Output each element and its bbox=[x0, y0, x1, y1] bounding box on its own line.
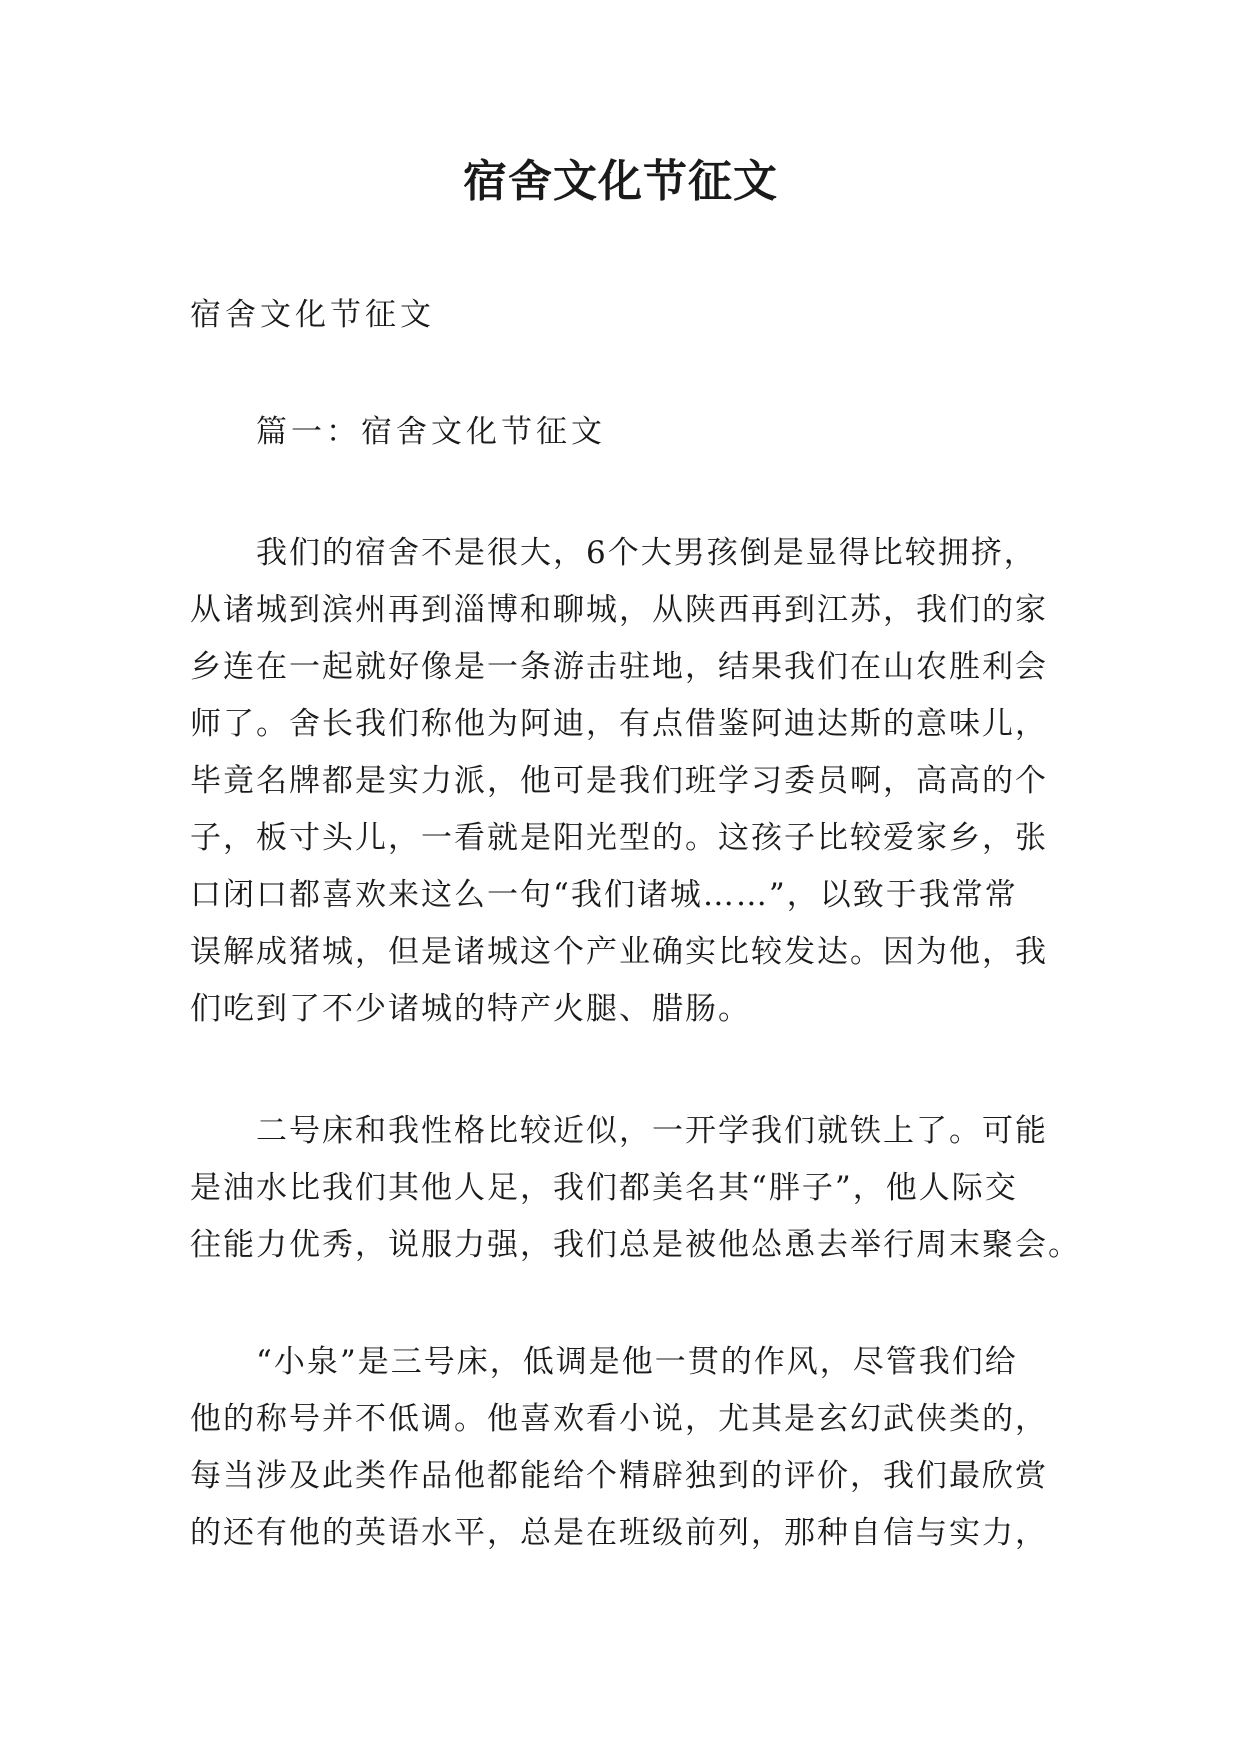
paragraph-line: 误解成猪城，但是诸城这个产业确实比较发达。因为他，我 bbox=[190, 934, 1048, 970]
paragraph-line: 从诸城到滨州再到淄博和聊城，从陕西再到江苏，我们的家 bbox=[190, 592, 1048, 628]
paragraph-line: 二号床和我性格比较近似，一开学我们就铁上了。可能 bbox=[256, 1113, 1048, 1149]
document-subtitle: 宿舍文化节征文 bbox=[190, 297, 435, 333]
paragraph-1 bbox=[190, 525, 1050, 1038]
paragraph-line: “小泉”是三号床，低调是他一贯的作风，尽管我们给 bbox=[256, 1344, 1018, 1380]
paragraph-2 bbox=[190, 1103, 1081, 1274]
document-title: 宿舍文化节征文 bbox=[463, 156, 778, 207]
paragraph-line: 口闭口都喜欢来这么一句“我们诸城……”，以致于我常常 bbox=[190, 877, 1018, 913]
paragraph-line: 毕竟名牌都是实力派，他可是我们班学习委员啊，高高的个 bbox=[190, 763, 1048, 799]
section-heading: 篇一：宿舍文化节征文 bbox=[256, 414, 606, 450]
paragraph-line: 每当涉及此类作品他都能给个精辟独到的评价，我们最欣赏 bbox=[190, 1458, 1048, 1494]
paragraph-line: 往能力优秀，说服力强，我们总是被他怂恿去举行周末聚会。 bbox=[190, 1227, 1081, 1263]
paragraph-line: 子，板寸头儿，一看就是阳光型的。这孩子比较爱家乡，张 bbox=[190, 820, 1048, 856]
paragraph-line: 乡连在一起就好像是一条游击驻地，结果我们在山农胜利会 bbox=[190, 649, 1048, 685]
paragraph-line: 他的称号并不低调。他喜欢看小说，尤其是玄幻武侠类的， bbox=[190, 1401, 1048, 1437]
paragraph-line: 们吃到了不少诸城的特产火腿、腊肠。 bbox=[190, 991, 751, 1027]
paragraph-3 bbox=[190, 1334, 1050, 1562]
paragraph-line: 我们的宿舍不是很大，6个大男孩倒是显得比较拥挤， bbox=[256, 535, 1037, 571]
paragraph-line: 师了。舍长我们称他为阿迪，有点借鉴阿迪达斯的意味儿， bbox=[190, 706, 1048, 742]
paragraph-line: 是油水比我们其他人足，我们都美名其“胖子”，他人际交 bbox=[190, 1170, 1018, 1206]
paragraph-line: 的还有他的英语水平，总是在班级前列，那种自信与实力， bbox=[190, 1515, 1048, 1551]
